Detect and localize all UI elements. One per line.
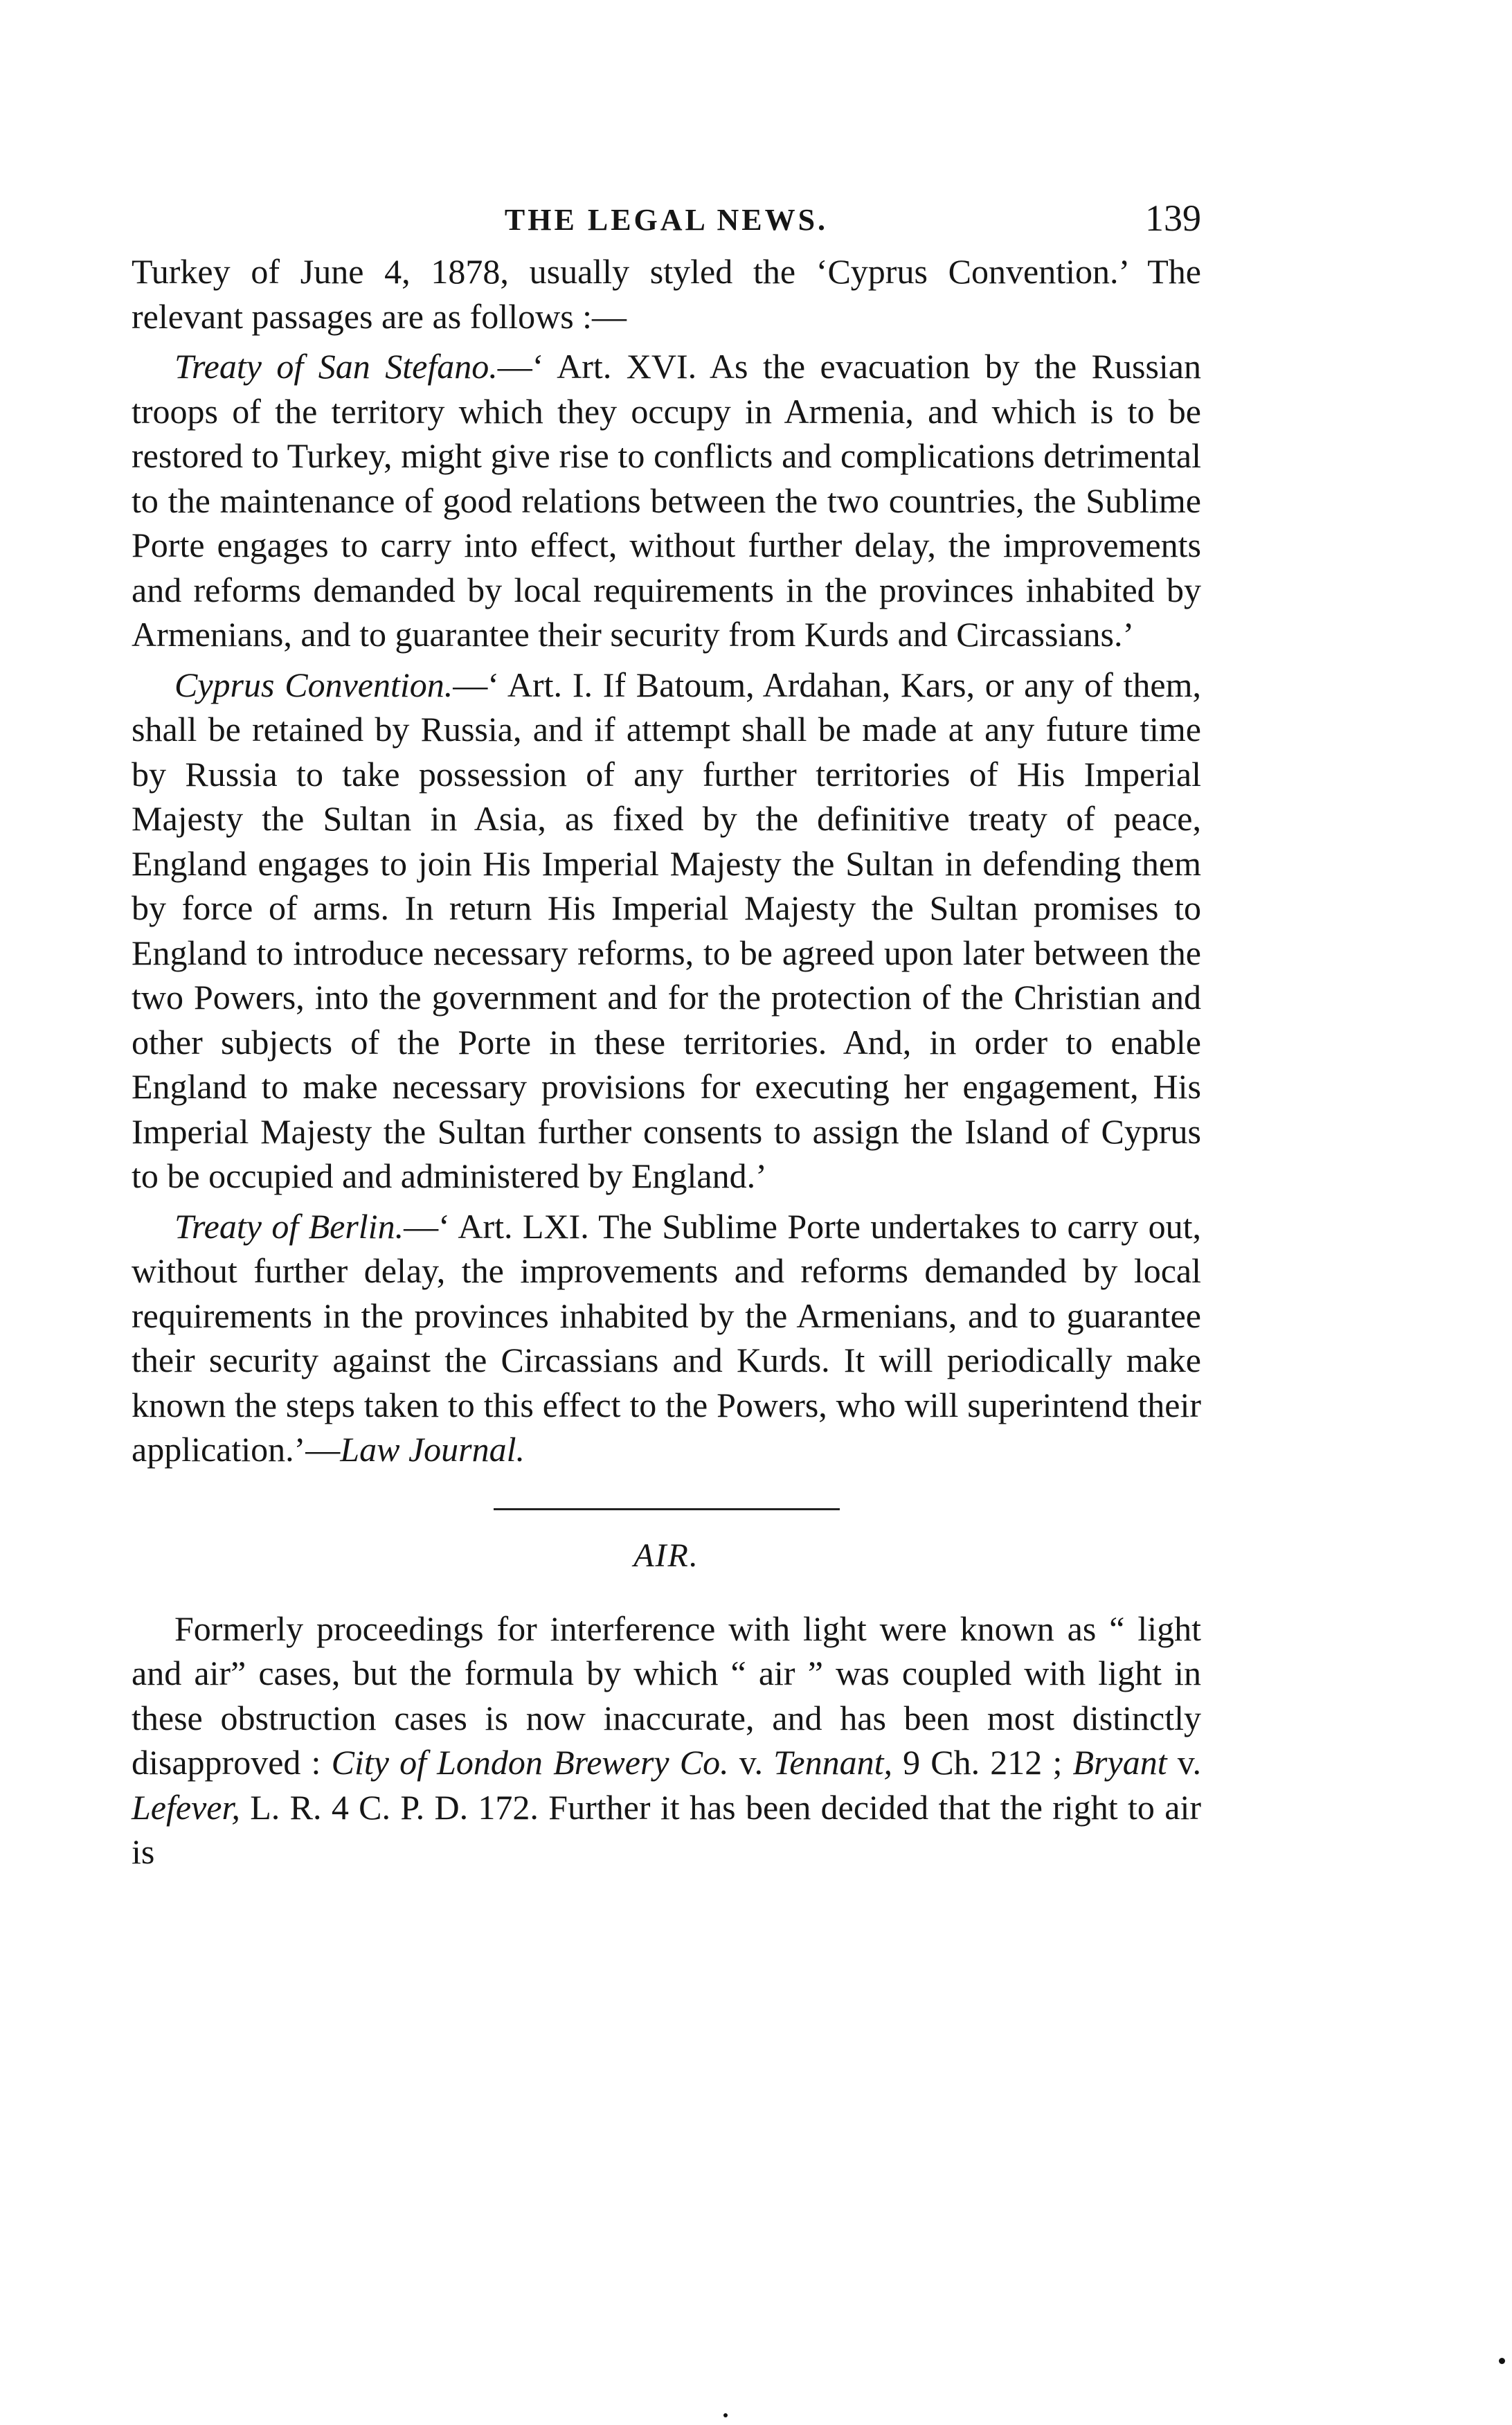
section-divider [494,1508,840,1510]
journal-title: THE LEGAL NEWS. [504,203,829,237]
page-number: 139 [1145,197,1201,239]
berlin-source: Law Journal. [340,1430,525,1469]
print-speck [723,2413,728,2417]
running-head [132,187,1201,249]
berlin-heading: Treaty of Berlin. [174,1206,404,1246]
san-stefano-paragraph [132,344,1201,657]
document-page [132,187,1201,1874]
air-text-2: v. [728,1743,774,1782]
case-bryant: Bryant [1072,1743,1167,1782]
berlin-paragraph [132,1204,1201,1472]
air-text-5: L. R. 4 C. P. D. 172. Further it has been decided that the right to air is [132,1787,1201,1871]
san-stefano-heading: Treaty of San Stefano. [174,347,498,386]
cyprus-convention-heading: Cyprus Convention. [174,665,453,704]
print-speck [1499,2358,1505,2364]
case-lefever: Lefever, [132,1787,240,1827]
air-text-1: Formerly proceedings for interference with light were known as “ light and air” cases, but the formula by which “ air ” was coupled with light in these obstruction cases is now inaccurate, and has been most distinctly disapproved : [132,1609,1201,1782]
section-title: AIR. [633,1537,699,1574]
intro-text: Turkey of June 4, 1878, usually styled the ‘Cyprus Convention.’ The relevant passages are as follows :— [132,252,1201,336]
cyprus-convention-paragraph [132,663,1201,1199]
air-paragraph [132,1607,1201,1874]
air-text-4: v. [1167,1743,1201,1782]
air-text-3: 9 Ch. 212 ; [892,1743,1073,1782]
berlin-text: —‘ Art. LXI. The Sublime Porte undertakes to carry out, without further delay, the improvements and reforms demanded by local requirements in the provinces inhabited by the Armenians, and to guarantee their security against the Circassians and Kurds. It will periodically make known the steps taken to this effect to the Powers, who will superintend their application.’— [132,1206,1202,1469]
san-stefano-text: —‘ Art. XVI. As the evacuation by the Russian troops of the territory which they occupy in Armenia, and which is to be restored to Turkey, might give rise to conflicts and complications detrimental to the maintenance of good relations between the two countries, the Sublime Porte engages to carry into effect, without further delay, the improvements and reforms demanded by local requirements in the provinces inhabited by Armenians, and to guarantee their security from Kurds and Circassians.’ [132,347,1202,654]
intro-paragraph [132,249,1201,339]
case-city-of-london: City of London Brewery Co. [331,1743,729,1782]
case-tennant: Tennant, [773,1743,892,1782]
cyprus-convention-text: —‘ Art. I. If Batoum, Ardahan, Kars, or any of them, shall be retained by Russia, and if attempt shall be made at any future time by Russia to take possession of any further territories of His Imperial Majesty the Sultan in Asia, as fixed by the definitive treaty of peace, England engages to join His Imperial Majesty the Sultan in defending them by force of arms. In return His Imperial Majesty the Sultan promises to England to introduce necessary reforms, to be agreed upon later between the two Powers, into the government and for the protection of the Christian and other subjects of the Porte in these territories. And, in order to enable England to make necessary provisions for executing her engagement, His Imperial Majesty the Sultan further consents to assign the Island of Cyprus to be occupied and administered by England.’ [132,665,1201,1195]
